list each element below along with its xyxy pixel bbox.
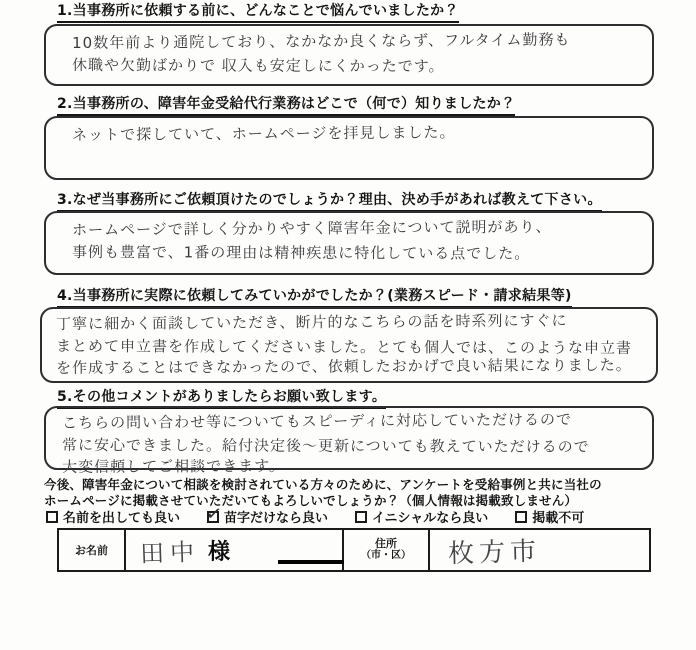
respondent-table	[57, 528, 651, 572]
address-value-cell	[430, 530, 649, 570]
answer-line: ネットで探していて、ホームページを拝見しました。	[72, 123, 456, 144]
question-3-label: 3.なぜ当事務所にご依頼頂けたのでしょうか？理由、決め手があれば教えて下さい。	[57, 192, 602, 212]
answer-line: ホームページで詳しく分かりやすく障害年金について説明があり、	[72, 217, 552, 239]
redaction-bar	[278, 560, 344, 564]
answer-line: 常に安心できました。給付決定後～更新についても教えていただけるので	[61, 436, 590, 456]
name-label: お名前	[75, 544, 108, 557]
answer-box-2	[44, 116, 654, 180]
question-1-label: 1.当事務所に依頼する前に、どんなことで悩んでいましたか？	[57, 3, 459, 23]
consent-option-label: イニシャルなら良い	[372, 511, 489, 526]
answer-box-4	[40, 307, 658, 383]
question-5-label: 5.その他コメントがありましたらお願い致します。	[57, 389, 386, 409]
name-value-cell	[126, 530, 344, 570]
answer-line: こちらの問い合わせ等についてもスピーディに対応していただけるので	[62, 410, 573, 432]
consent-options-row	[46, 501, 585, 526]
checkbox-icon	[204, 501, 224, 526]
consent-note-line-2: ホームページに掲載させていただいてもよろしいでしょうか？（個人情報は掲載致しません）	[44, 493, 578, 508]
checkbox-icon	[355, 511, 367, 523]
checkbox-icon	[46, 511, 58, 523]
name-label-cell	[59, 530, 126, 570]
answer-line: 大変信頼してご相談できます。	[62, 456, 285, 476]
answer-line: 事例も豊富で、1番の理由は精神疾患に特化している点でした。	[71, 242, 531, 263]
checkbox-icon	[515, 511, 527, 523]
address-sublabel: （市・区）	[361, 550, 411, 561]
consent-option-surname-only	[204, 501, 329, 526]
question-2-label: 2.当事務所の、障害年金受給代行業務はどこで（何で）知りましたか？	[57, 96, 515, 116]
answer-line: 丁寧に細かく面談していただき、断片的なこちらの話を時系列にすぐに	[56, 311, 568, 333]
answer-line: 10数年前より通院しており、なかなか良くならず、フルタイム勤務も	[72, 30, 571, 52]
consent-option-show-name	[46, 507, 180, 526]
consent-note-line-1: 今後、障害年金について相談を検討されている方々のために、アンケートを受給事例と共に当社の	[44, 477, 602, 492]
consent-option-label: 苗字だけなら良い	[224, 511, 329, 526]
address-label-cell	[344, 530, 430, 570]
consent-option-label: 名前を出しても良い	[63, 511, 181, 526]
consent-option-label: 掲載不可	[532, 511, 585, 526]
address-label: 住所	[375, 537, 397, 550]
answer-box-5	[44, 406, 654, 476]
answer-box-3	[44, 211, 654, 275]
consent-option-no-publish	[515, 507, 584, 526]
check-mark: ✓	[204, 501, 224, 526]
answer-line: まとめて申立書を作成してくださいました。とても個人では、このような申立書	[55, 337, 633, 358]
answer-line: 休職や欠勤ばかりで 収入も安定しにくかったです。	[71, 55, 445, 76]
question-4-label: 4.当事務所に実際に依頼してみていかがでしたか？(業務スピード・請求結果等)	[57, 288, 572, 308]
answer-box-1	[44, 24, 654, 86]
address-value-handwritten: 枚方市	[447, 536, 542, 569]
consent-option-initials	[355, 507, 488, 526]
name-value-handwritten: 田中	[139, 537, 201, 568]
answer-line: を作成することはできなかったので、依頼したおかげで良い結果になりました。	[56, 355, 632, 377]
honorific-label: 様	[208, 539, 231, 565]
